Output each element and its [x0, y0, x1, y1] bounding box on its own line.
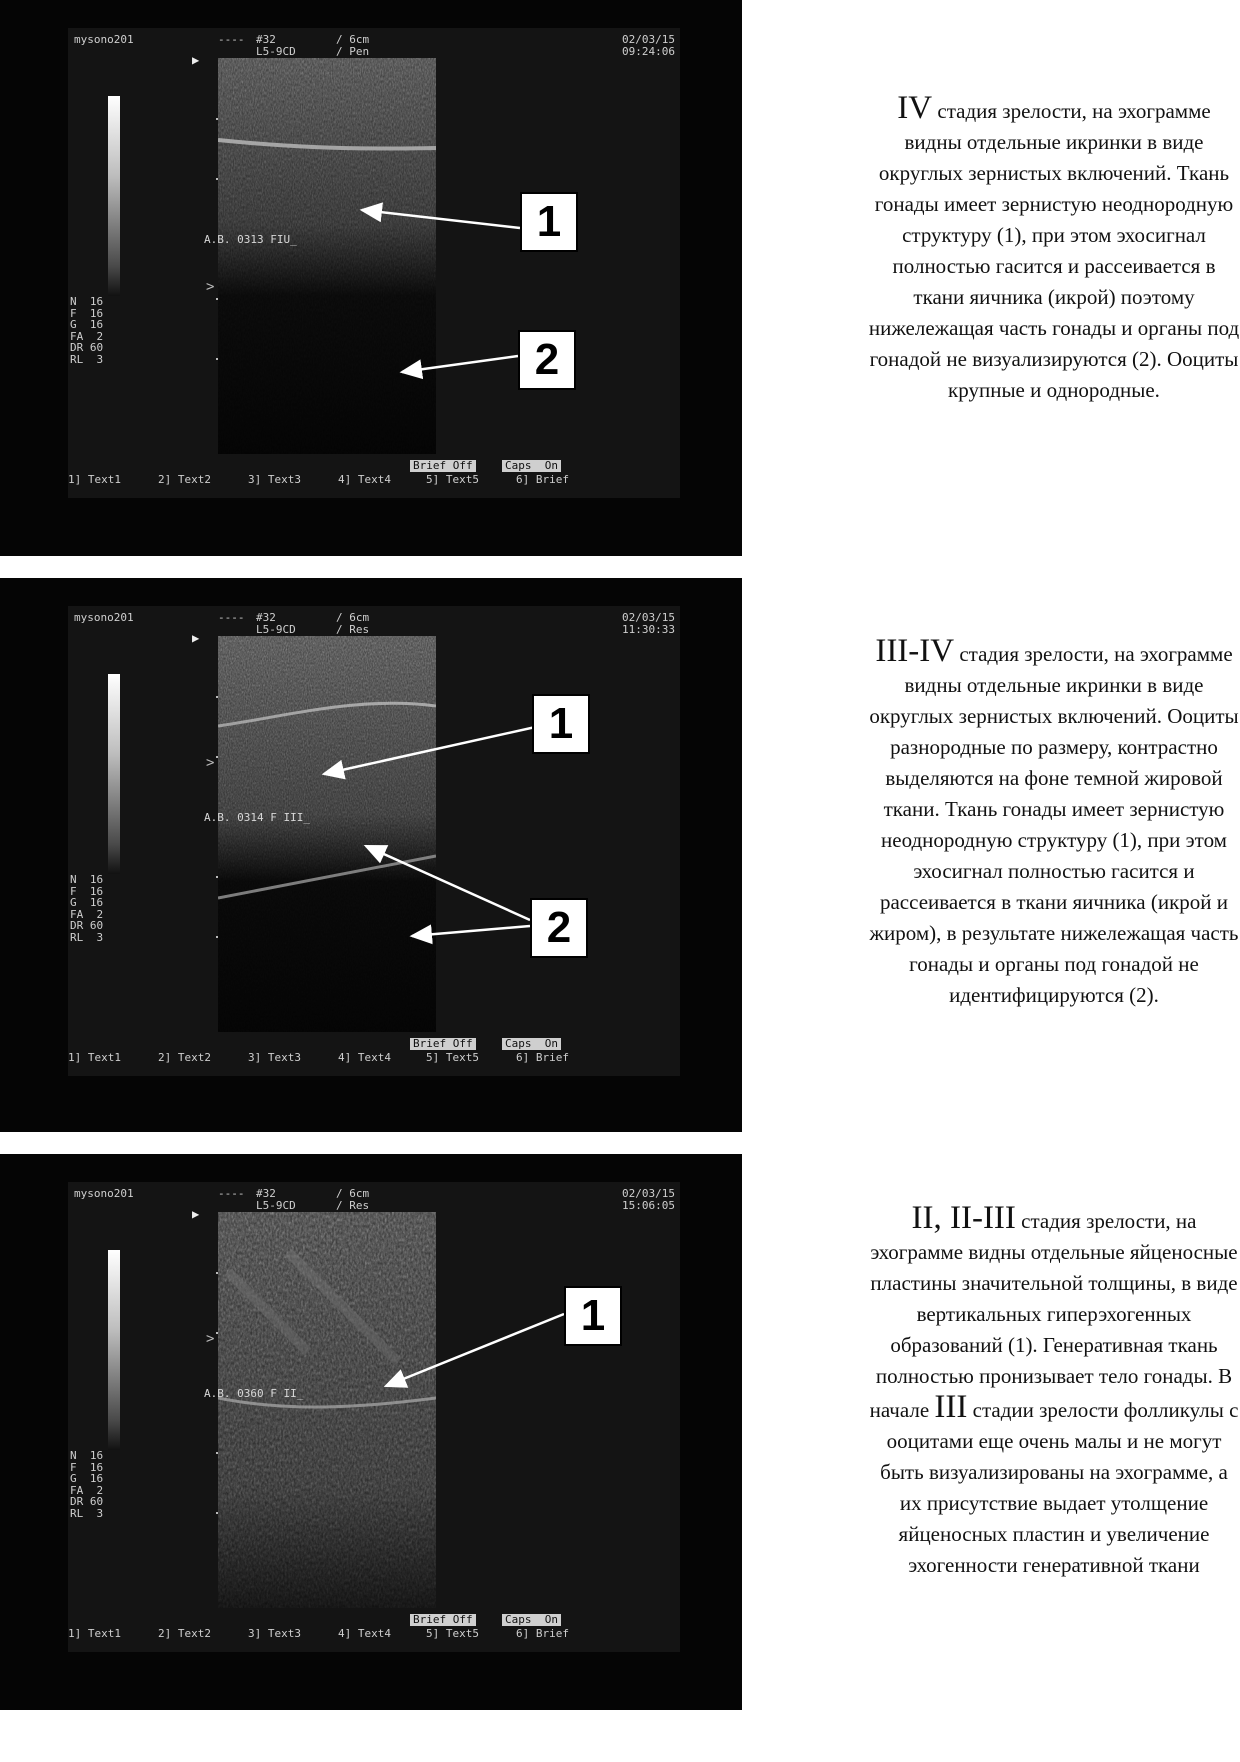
caps-toggle-button[interactable]: Caps On — [502, 1038, 561, 1050]
fkey-text2[interactable]: 2] Text2 — [158, 473, 211, 486]
function-key-bar — [68, 1613, 680, 1642]
param-line: FA 2 — [70, 329, 104, 343]
param-line: FA 2 — [70, 907, 104, 921]
focus-marker-icon: ▶ — [192, 53, 200, 67]
fkey-text5[interactable]: 5] Text5 — [426, 1627, 479, 1640]
caps-toggle-button[interactable]: Caps On — [502, 460, 561, 472]
fkey-text4[interactable]: 4] Text4 — [338, 1051, 391, 1064]
stage-label: III-IV — [875, 633, 955, 669]
function-key-bar — [68, 459, 680, 488]
grayscale-bar — [108, 96, 120, 296]
caption-text: стадия зрелости, на эхограмме видны отдельные икринки в виде округлых зернистых включений. Ооциты разнородные по размеру, контрастно выделяются на фоне темной жировой ткани. Ткань гонады имеет зернистую неоднородную структуру (1), при этом эхосигнал полностью гасится и рассеивается в ткани яичника (икрой и жиром), в результате нижележащая часть гонады и органы под гонадой не идентифицируются (2). — [869, 642, 1239, 1007]
param-line: F 16 — [70, 306, 104, 320]
patient-label: A.B. 0313 FIU_ — [204, 233, 297, 246]
focus-zone-icon: > — [206, 1331, 215, 1347]
stage-label: II, II-III — [911, 1200, 1016, 1236]
depth-info: / 6cm / Res — [336, 611, 370, 636]
depth-info: / 6cm / Pen — [336, 33, 370, 58]
stage-label-2: III — [934, 1389, 968, 1425]
fkey-text2[interactable]: 2] Text2 — [158, 1051, 211, 1064]
device-name: mysono201 — [74, 33, 134, 46]
header-dots: ---- — [218, 611, 245, 624]
grayscale-bar — [108, 674, 120, 874]
focus-marker-icon: ▶ — [192, 1207, 200, 1221]
device-name: mysono201 — [74, 611, 134, 624]
fkey-text1[interactable]: 1] Text1 — [68, 473, 121, 486]
datetime: 02/03/15 15:06:05 — [622, 1187, 675, 1212]
fkey-text3[interactable]: 3] Text3 — [248, 1627, 301, 1640]
param-line: N 16 — [70, 1449, 104, 1462]
ultrasound-screen — [68, 606, 680, 1076]
header-dots: ---- — [218, 1187, 245, 1200]
stage-label: IV — [897, 90, 933, 126]
brief-toggle-button[interactable]: Brief Off — [410, 460, 476, 472]
focus-zone-icon: > — [206, 755, 215, 771]
caps-toggle-button[interactable]: Caps On — [502, 1614, 561, 1626]
depth-info: / 6cm / Res — [336, 1187, 370, 1212]
fkey-brief[interactable]: 6] Brief — [516, 473, 569, 486]
brief-toggle-button[interactable]: Brief Off — [410, 1614, 476, 1626]
datetime: 02/03/15 09:24:06 — [622, 33, 675, 58]
fkey-text2[interactable]: 2] Text2 — [158, 1627, 211, 1640]
caption-1 — [868, 90, 1240, 406]
probe-info: #32 L5-9CD — [256, 33, 296, 58]
fkey-text5[interactable]: 5] Text5 — [426, 473, 479, 486]
param-line: G 16 — [70, 896, 104, 910]
sonogram-image — [218, 636, 436, 1032]
patient-label: A.B. 0314 F III_ — [204, 811, 310, 824]
scan-params — [70, 1450, 110, 1520]
fkey-text1[interactable]: 1] Text1 — [68, 1051, 121, 1064]
param-line: N 16 — [70, 295, 104, 308]
focus-zone-icon: > — [206, 279, 215, 295]
ultrasound-screen — [68, 28, 680, 498]
param-line: DR 60 — [70, 919, 104, 933]
function-key-bar — [68, 1037, 680, 1066]
fkey-text3[interactable]: 3] Text3 — [248, 473, 301, 486]
caption-text-2: стадии зрелости фолликулы с ооцитами еще очень малы и не могут быть визуализированы на эхограмме, а их присутствие выдает утолщение яйценосных пластин и увеличение эхогенности генеративной ткани — [880, 1398, 1239, 1577]
param-line: F 16 — [70, 1460, 104, 1474]
caption-text: стадия зрелости, на эхограмме видны отдельные яйценосные пластины значительной толщины, в виде вертикальных гиперэхогенных образований (1). Генеративная ткань полностью пронизывает тело гонады. В начале — [869, 1209, 1238, 1422]
param-line: G 16 — [70, 318, 104, 332]
fkey-brief[interactable]: 6] Brief — [516, 1051, 569, 1064]
ultrasound-screen — [68, 1182, 680, 1652]
fkey-text3[interactable]: 3] Text3 — [248, 1051, 301, 1064]
brief-toggle-button[interactable]: Brief Off — [410, 1038, 476, 1050]
param-line: N 16 — [70, 873, 104, 886]
probe-info: #32 L5-9CD — [256, 611, 296, 636]
focus-marker-icon: ▶ — [192, 631, 200, 645]
callout-2: 2 — [530, 898, 588, 958]
device-name: mysono201 — [74, 1187, 134, 1200]
callout-1: 1 — [532, 694, 590, 754]
param-line: RL 3 — [70, 930, 104, 944]
ultrasound-panel-1 — [0, 0, 742, 556]
param-line: DR 60 — [70, 341, 104, 355]
fkey-text1[interactable]: 1] Text1 — [68, 1627, 121, 1640]
scan-params — [70, 874, 110, 944]
param-line: RL 3 — [70, 352, 104, 366]
param-line: F 16 — [70, 884, 104, 898]
param-line: DR 60 — [70, 1495, 104, 1509]
patient-label: A.B. 0360 F II_ — [204, 1387, 304, 1400]
callout-1: 1 — [564, 1286, 622, 1346]
caption-3 — [868, 1200, 1240, 1581]
fkey-text4[interactable]: 4] Text4 — [338, 1627, 391, 1640]
caption-2 — [868, 633, 1240, 1011]
sonogram-image — [218, 1212, 436, 1608]
param-line: RL 3 — [70, 1506, 104, 1520]
fkey-text5[interactable]: 5] Text5 — [426, 1051, 479, 1064]
sonogram-image — [218, 58, 436, 454]
param-line: FA 2 — [70, 1483, 104, 1497]
ultrasound-panel-3 — [0, 1154, 742, 1710]
param-line: G 16 — [70, 1472, 104, 1486]
scan-params — [70, 296, 110, 366]
grayscale-bar — [108, 1250, 120, 1450]
datetime: 02/03/15 11:30:33 — [622, 611, 675, 636]
caption-text: стадия зрелости, на эхограмме видны отдельные икринки в виде округлых зернистых включений. Ткань гонады имеет зернистую неоднородную структуру (1), при этом эхосигнал полностью гасится и рассеивается в ткани яичника (икрой) поэтому нижележащая часть гонады и органы под гонадой не визуализируются (2). Ооциты крупные и однородные. — [868, 99, 1240, 402]
fkey-text4[interactable]: 4] Text4 — [338, 473, 391, 486]
probe-info: #32 L5-9CD — [256, 1187, 296, 1212]
callout-2: 2 — [518, 330, 576, 390]
ultrasound-panel-2 — [0, 578, 742, 1132]
header-dots: ---- — [218, 33, 245, 46]
callout-1: 1 — [520, 192, 578, 252]
fkey-brief[interactable]: 6] Brief — [516, 1627, 569, 1640]
